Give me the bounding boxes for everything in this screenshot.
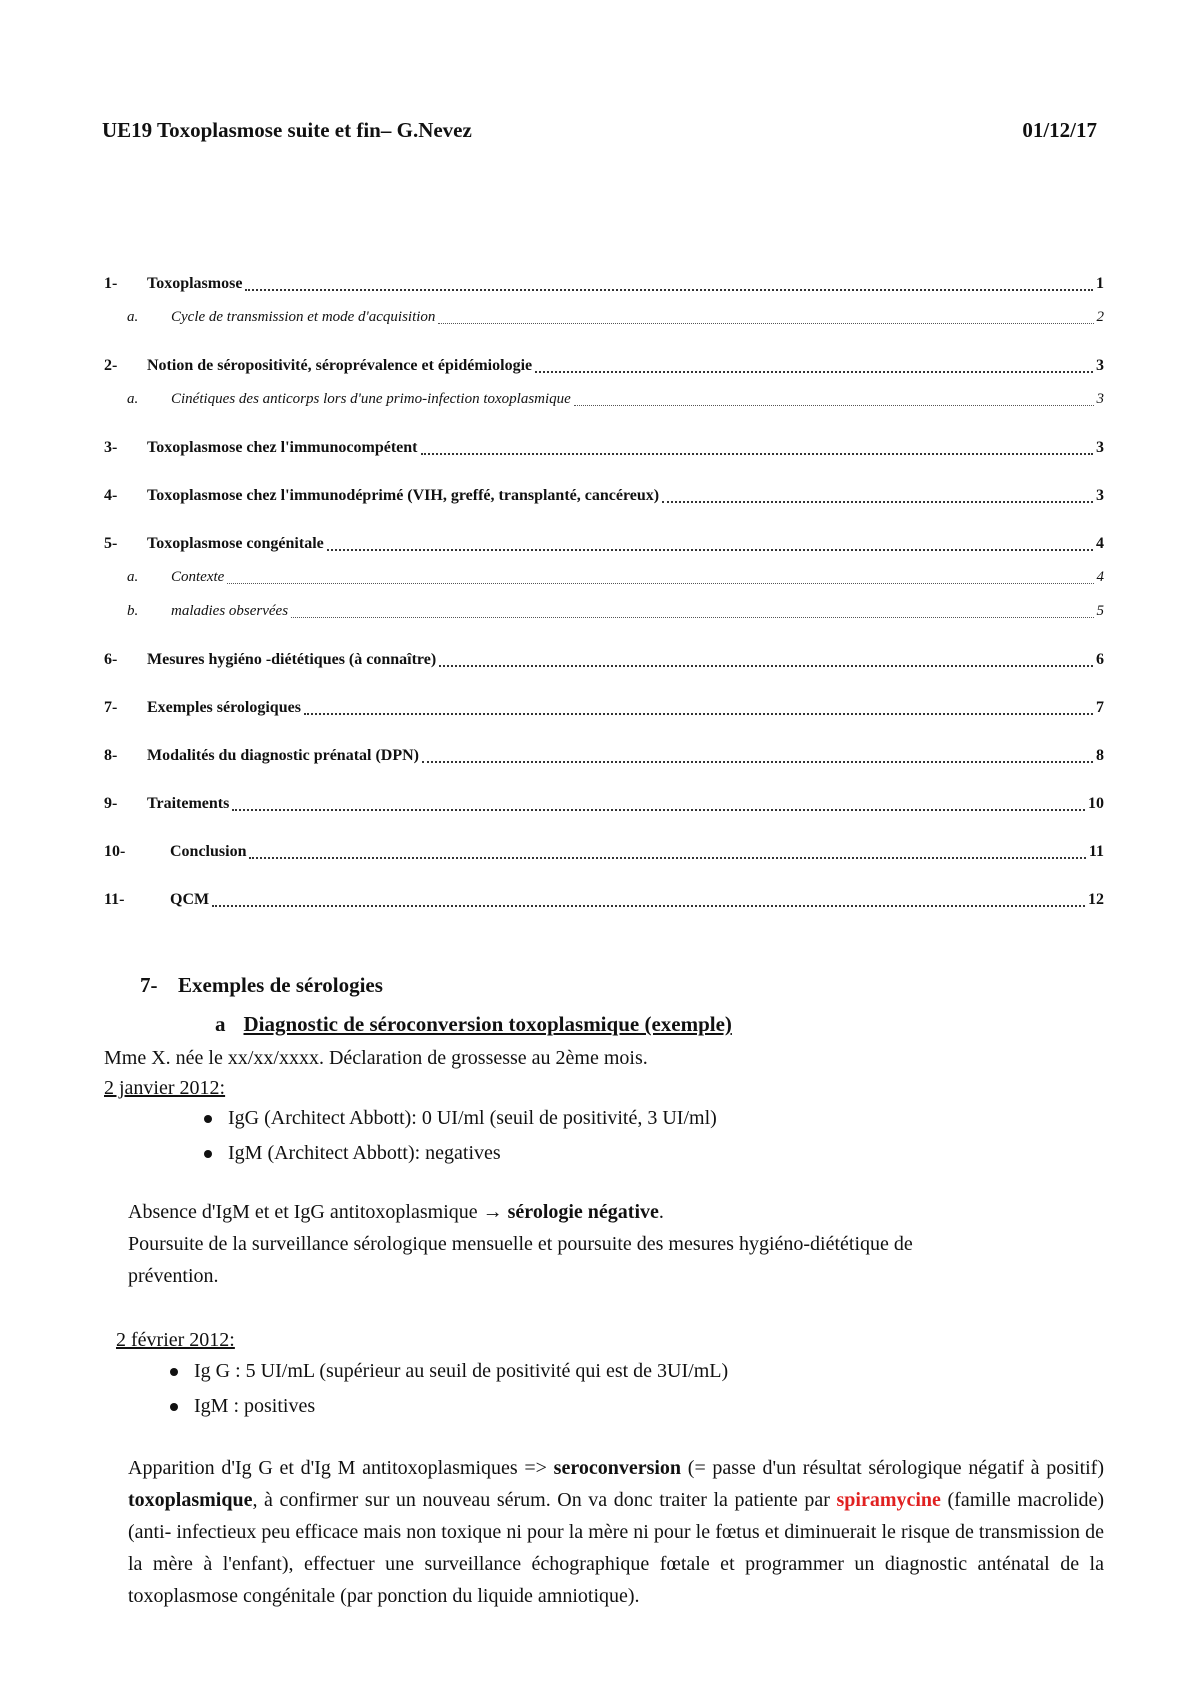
toc-entry-title: Modalités du diagnostic prénatal (DPN)	[147, 747, 419, 764]
toc-leader-dots	[662, 487, 1093, 503]
result-item	[170, 1354, 1070, 1389]
bullet-icon	[170, 1368, 178, 1376]
toc-entry[interactable]	[104, 487, 1104, 511]
seroconversion-term: seroconversion	[553, 1457, 682, 1479]
toc-entry-page: 2	[1096, 309, 1104, 325]
toc-entry-number: 11-	[104, 891, 125, 908]
toc-entry-title: Conclusion	[170, 843, 247, 860]
toc-entry-title: Toxoplasmose congénitale	[147, 535, 324, 552]
date-first: 2 janvier 2012:	[104, 1077, 226, 1099]
toc-entry-title: Contexte	[171, 569, 225, 585]
section-title-text: Exemples de sérologies	[178, 973, 383, 997]
toc-entry-title: Toxoplasmose	[147, 275, 243, 292]
result-text: IgG (Architect Abbott): 0 UI/ml (seuil de positivité, 3 UI/ml)	[228, 1107, 717, 1129]
page-header	[102, 118, 1097, 143]
toc-entry-page: 5	[1096, 603, 1104, 619]
toc-entry-title: QCM	[170, 891, 210, 908]
toc-leader-dots	[245, 275, 1093, 291]
spiramycine-term: spiramycine	[836, 1489, 941, 1511]
toc-entry[interactable]	[104, 843, 1104, 867]
toc-entry-number: 6-	[104, 651, 118, 668]
toc-entry-page: 6	[1096, 651, 1104, 668]
first-conclusion	[128, 1196, 1028, 1228]
toc-entry-page: 7	[1096, 699, 1104, 716]
toc-leader-dots	[327, 535, 1093, 551]
intro-line: Mme X. née le xx/xx/xxxx. Déclaration de grossesse au 2ème mois.	[104, 1047, 648, 1069]
toc-entry-page: 3	[1096, 439, 1104, 456]
bullet-icon	[204, 1115, 212, 1123]
para-text-4: (famille macrolide) (anti- infectieux peu efficace mais non toxique ni pour la mère ni pour le fœtus et diminuerait le risque de transmission de la mère à l'enfant), effectuer une surveillance échographique fœtale et programmer un diagnostic anténatal de la toxoplasmose congénitale (par ponction du liquide amniotique).	[128, 1489, 1105, 1607]
para-text-2: (= passe d'un résultat sérologique négatif à positif)	[681, 1457, 1104, 1479]
toc-entry-number: 2-	[104, 357, 118, 374]
toc-entry[interactable]	[104, 891, 1104, 915]
result-item	[170, 1389, 1070, 1424]
result-item	[204, 1136, 1084, 1171]
toc-entry-title: Notion de séropositivité, séroprévalence et épidémiologie	[147, 357, 533, 374]
toc-entry-number: 10-	[104, 843, 126, 860]
toc-entry-number: 5-	[104, 535, 118, 552]
toc-entry-page: 8	[1096, 747, 1104, 764]
toc-leader-dots	[291, 603, 1093, 618]
document-date: 01/12/17	[1022, 118, 1097, 142]
toc-leader-dots	[421, 439, 1093, 455]
subsection-title-text: Diagnostic de séroconversion toxoplasmique (exemple)	[243, 1012, 732, 1036]
toc-entry-page: 3	[1096, 391, 1104, 407]
toc-leader-dots	[439, 651, 1093, 667]
result-item	[204, 1101, 1084, 1136]
toc-entry-page: 12	[1088, 891, 1104, 908]
subsection-number: a	[215, 1012, 226, 1036]
para-text-3: , à confirmer sur un nouveau sérum. On va donc traiter la patiente par	[252, 1489, 837, 1511]
toc-entry-title: Mesures hygiéno -diététiques (à connaître)	[147, 651, 437, 668]
toc-leader-dots	[438, 309, 1093, 324]
toc-entry[interactable]	[104, 795, 1104, 819]
first-results-list	[204, 1101, 1084, 1171]
subsection-title	[215, 1012, 732, 1037]
section-title	[140, 973, 383, 998]
toc-entry-number: 1-	[104, 275, 118, 292]
toc-entry-title: Cinétiques des anticorps lors d'une primo-infection toxoplasmique	[171, 391, 571, 407]
negative-serology: sérologie négative	[507, 1201, 659, 1223]
bullet-icon	[204, 1150, 212, 1158]
toc-entry-number: 7-	[104, 699, 118, 716]
toc-entry[interactable]	[104, 309, 1104, 333]
toc-entry-page: 3	[1096, 487, 1104, 504]
second-results-list	[170, 1354, 1070, 1424]
toc-entry[interactable]	[104, 275, 1104, 299]
first-conclusion-end: .	[658, 1201, 664, 1223]
seroconversion-paragraph	[128, 1452, 1104, 1612]
toc-entry-page: 4	[1096, 569, 1104, 585]
toc-leader-dots	[227, 569, 1093, 584]
toc-entry-number: a.	[127, 309, 139, 325]
toc-leader-dots	[304, 699, 1093, 715]
toc-entry[interactable]	[104, 391, 1104, 415]
result-text: IgM : positives	[194, 1395, 316, 1417]
toc-entry-page: 1	[1096, 275, 1104, 292]
toc-entry-page: 10	[1088, 795, 1104, 812]
toc-leader-dots	[212, 891, 1085, 907]
toc-entry-number: 4-	[104, 487, 118, 504]
section-number: 7-	[140, 973, 158, 997]
toc-leader-dots	[574, 391, 1094, 406]
document-title: UE19 Toxoplasmose suite et fin– G.Nevez	[102, 118, 472, 142]
para-text-1: Apparition d'Ig G et d'Ig M antitoxoplasmiques =>	[128, 1457, 554, 1479]
result-text: IgM (Architect Abbott): negatives	[228, 1142, 501, 1164]
toc-entry[interactable]	[104, 439, 1104, 463]
toc-entry-title: Exemples sérologiques	[147, 699, 301, 716]
toc-entry[interactable]	[104, 357, 1104, 381]
toc-entry-page: 3	[1096, 357, 1104, 374]
toc-entry-number: a.	[127, 391, 139, 407]
result-text: Ig G : 5 UI/mL (supérieur au seuil de positivité qui est de 3UI/mL)	[194, 1360, 729, 1382]
toc-entry[interactable]	[104, 747, 1104, 771]
toc-entry-number: 8-	[104, 747, 118, 764]
toc-entry-number: b.	[127, 603, 139, 619]
toc-entry-title: Cycle de transmission et mode d'acquisition	[171, 309, 436, 325]
toc-entry-title: Toxoplasmose chez l'immunocompétent	[147, 439, 418, 456]
date-second: 2 février 2012:	[116, 1329, 235, 1351]
bullet-icon	[170, 1403, 178, 1411]
toc-leader-dots	[249, 843, 1085, 859]
toc-entry-page: 4	[1096, 535, 1104, 552]
toc-leader-dots	[535, 357, 1093, 373]
toc-entry-number: 9-	[104, 795, 118, 812]
toc-entry[interactable]	[104, 535, 1104, 559]
toxoplasmique-term: toxoplasmique	[128, 1489, 253, 1511]
toc-entry[interactable]	[104, 569, 1104, 593]
surveillance-paragraph: Poursuite de la surveillance sérologique mensuelle et poursuite des mesures hygiéno-diététique de prévention.	[128, 1233, 913, 1287]
toc-entry-title: Toxoplasmose chez l'immunodéprimé (VIH, greffé, transplanté, cancéreux)	[147, 487, 660, 504]
toc-entry-title: Traitements	[147, 795, 230, 812]
first-conclusion-text: Absence d'IgM et et IgG antitoxoplasmique →	[128, 1201, 508, 1223]
toc-leader-dots	[232, 795, 1085, 811]
toc-leader-dots	[422, 747, 1093, 763]
toc-entry[interactable]	[104, 603, 1104, 627]
toc-entry[interactable]	[104, 699, 1104, 723]
toc-entry-page: 11	[1088, 843, 1104, 860]
toc-entry-number: a.	[127, 569, 139, 585]
toc-entry[interactable]	[104, 651, 1104, 675]
toc-entry-number: 3-	[104, 439, 118, 456]
toc-entry-title: maladies observées	[171, 603, 289, 619]
